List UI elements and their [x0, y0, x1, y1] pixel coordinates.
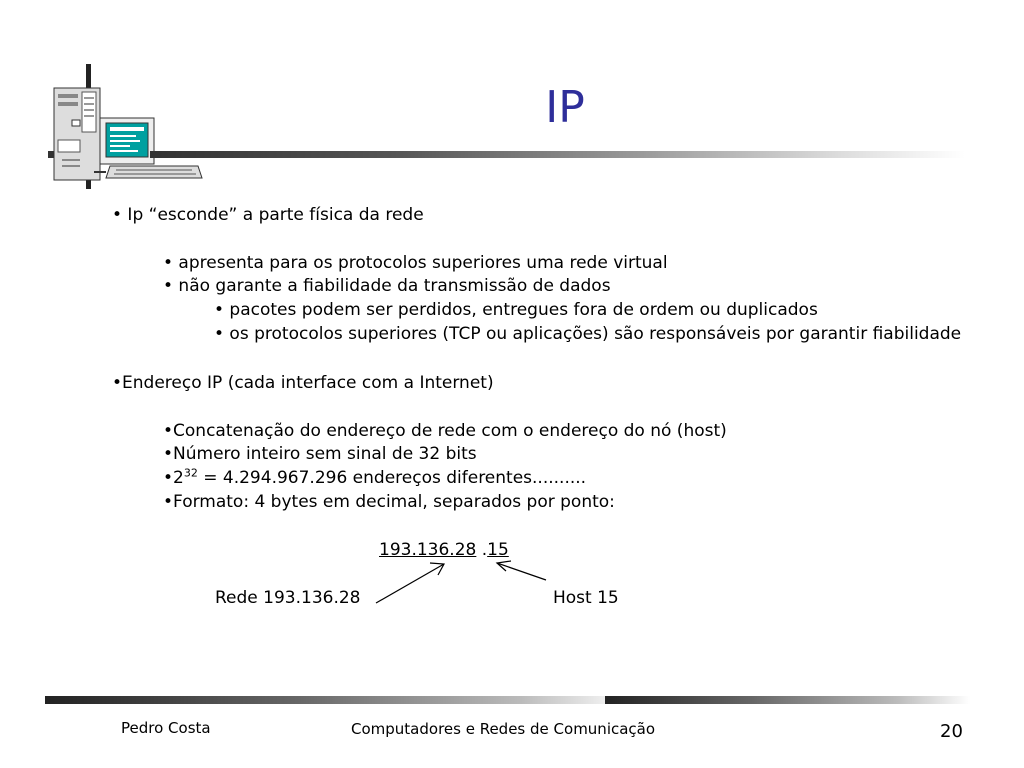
host-part: 15	[487, 540, 509, 560]
subsub-bullet-packets-lost: • pacotes podem ser perdidos, entregues fora de ordem ou duplicados	[214, 300, 818, 320]
slide-title: IP	[545, 82, 585, 133]
sub-bullet-32-bits: •Número inteiro sem sinal de 32 bits	[163, 444, 477, 464]
bullet-ip-hides-physical: • Ip “esconde” a parte física da rede	[112, 205, 424, 225]
sub-bullet-address-count-base: •2	[163, 468, 184, 488]
footer-page-number: 20	[940, 721, 963, 742]
network-part: 193.136.28	[379, 540, 477, 560]
network-arrow	[376, 564, 444, 603]
address-dot: .	[476, 540, 488, 560]
footer-rule-left	[45, 696, 605, 704]
address-arrows	[340, 555, 570, 610]
sub-bullet-format: •Formato: 4 bytes em decimal, separados por ponto:	[163, 492, 615, 512]
sub-bullet-address-count	[163, 468, 586, 488]
network-label: Rede 193.136.28	[215, 588, 361, 608]
subsub-bullet-upper-protocols: • os protocolos superiores (TCP ou aplicações) são responsáveis por garantir fiabilidade	[214, 324, 962, 344]
header-rule	[150, 151, 965, 158]
sub-bullet-no-reliability: • não garante a fiabilidade da transmissão de dados	[163, 276, 611, 296]
exponent: 32	[183, 466, 198, 480]
computer-illustration-icon	[50, 80, 205, 190]
host-label: Host 15	[553, 588, 619, 608]
footer-author: Pedro Costa	[121, 719, 211, 737]
sub-bullet-concatenation: •Concatenação do endereço de rede com o endereço do nó (host)	[163, 421, 727, 441]
sub-bullet-virtual-network: • apresenta para os protocolos superiores uma rede virtual	[163, 253, 668, 273]
host-arrow	[497, 563, 546, 580]
footer-course: Computadores e Redes de Comunicação	[351, 720, 656, 738]
footer-rule-right	[605, 696, 970, 704]
sub-bullet-address-count-rest: = 4.294.967.296 endereços diferentes..........	[197, 468, 587, 488]
bullet-ip-address: •Endereço IP (cada interface com a Internet)	[112, 373, 494, 393]
